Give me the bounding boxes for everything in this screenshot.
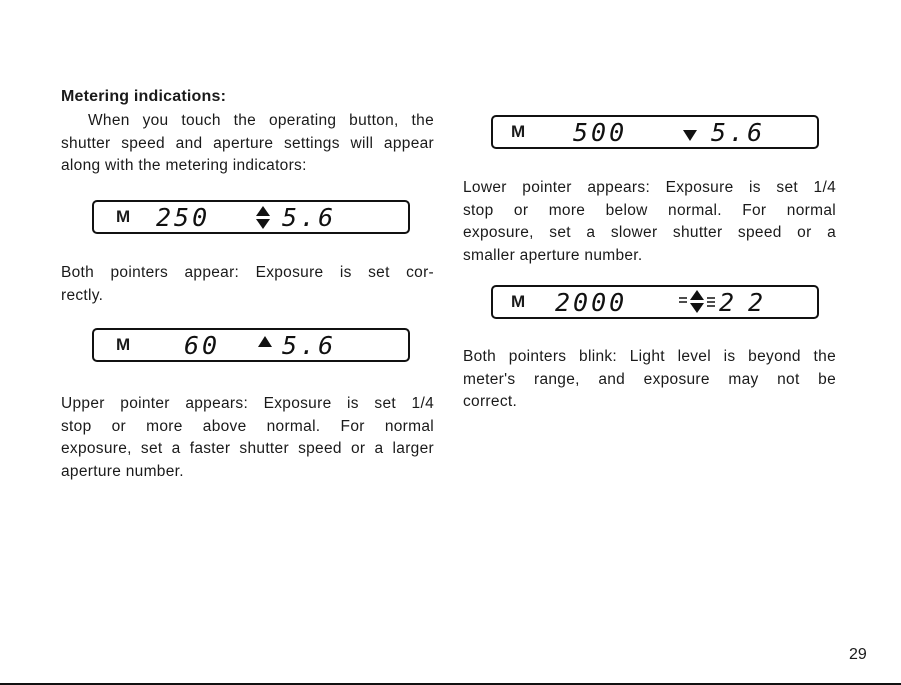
mode-indicator: M: [116, 335, 131, 354]
lower-pointer-icon: [683, 130, 697, 142]
caption-line: exposure, set a slower shutter speed or a: [463, 224, 836, 241]
intro-line: shutter speed and aperture settings will appear: [61, 134, 434, 152]
shutter-speed-readout: 500: [573, 118, 628, 147]
mode-indicator: M: [511, 122, 526, 141]
aperture-readout: 5.6: [282, 331, 337, 360]
lcd-display-both-pointers: [92, 200, 410, 234]
caption-line: stop or more below normal. For normal: [463, 201, 836, 219]
caption-line: rectly.: [61, 286, 104, 304]
lcd-display-lower-pointer: [491, 115, 819, 149]
page-number: 29: [849, 646, 867, 663]
caption-line: correct.: [463, 393, 518, 410]
intro-line: When you touch the operating button, the: [88, 112, 434, 129]
caption-blinking-pointers: [463, 346, 836, 414]
intro-paragraph: [61, 110, 434, 178]
aperture-readout: 5.6: [282, 203, 337, 232]
caption-line: exposure, set a faster shutter speed or a larger: [61, 440, 434, 457]
aperture-readout: 22: [719, 288, 778, 317]
caption-line: meter's range, and exposure may not be: [463, 370, 836, 388]
caption-both-pointers: [61, 262, 434, 307]
caption-line: aperture number.: [61, 462, 184, 480]
both-pointers-icon: [256, 206, 270, 230]
caption-line: smaller aperture number.: [463, 246, 643, 264]
shutter-speed-readout: 250: [156, 203, 211, 232]
section-heading: Metering indications:: [61, 88, 227, 105]
intro-line: along with the metering indicators:: [61, 157, 307, 174]
lcd-display-upper-pointer: [92, 328, 410, 362]
caption-lower-pointer: [463, 177, 836, 267]
caption-line: stop or more above normal. For normal: [61, 417, 434, 435]
shutter-speed-readout: 60: [184, 331, 221, 360]
caption-line: Both pointers blink: Light level is beyond the: [463, 348, 836, 365]
mode-indicator: M: [511, 292, 526, 311]
caption-line: Upper pointer appears: Exposure is set 1/4: [61, 395, 434, 412]
caption-line: Both pointers appear: Exposure is set cor-: [61, 264, 434, 281]
blinking-pointers-icon: [679, 290, 715, 316]
caption-line: Lower pointer appears: Exposure is set 1/4: [463, 179, 836, 196]
aperture-readout: 5.6: [711, 118, 766, 147]
upper-pointer-icon: [258, 336, 272, 348]
mode-indicator: M: [116, 207, 131, 226]
lcd-display-blinking-pointers: [491, 285, 819, 319]
shutter-speed-readout: 2000: [555, 288, 628, 317]
caption-upper-pointer: [61, 393, 434, 483]
